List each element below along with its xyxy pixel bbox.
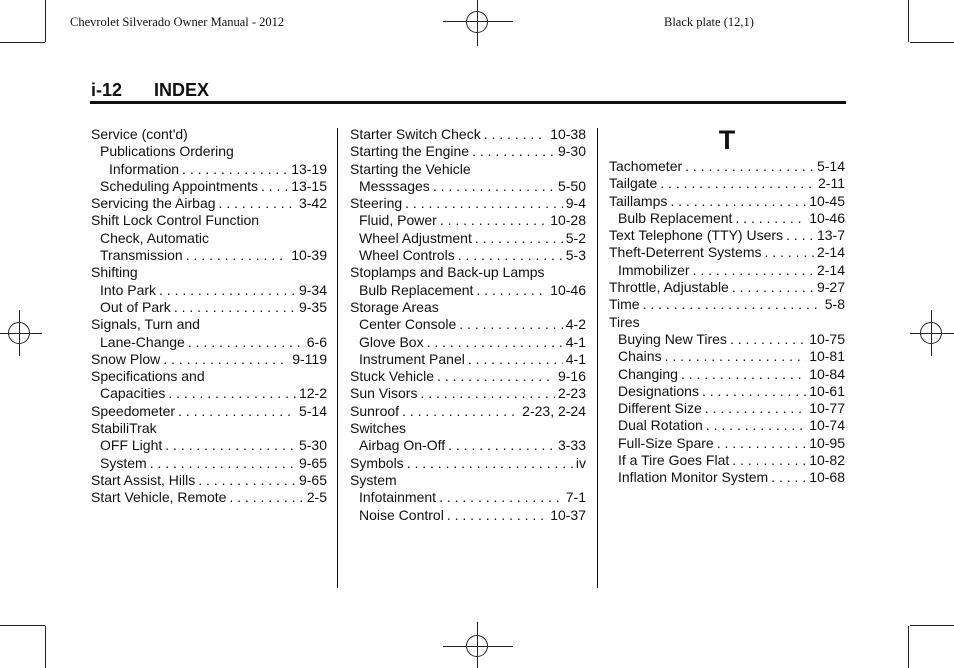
index-entry-page: 3-42 <box>298 195 327 212</box>
index-entry <box>609 193 845 210</box>
index-entry-text: Starter Switch Check <box>350 126 481 142</box>
index-entry <box>91 161 327 178</box>
index-entry <box>609 158 845 175</box>
dot-leader <box>433 178 555 195</box>
index-entry-text: Immobilizer <box>618 261 690 278</box>
index-entry-text: Full-Size Spare <box>618 434 714 451</box>
index-entry-page: 2-11 <box>818 175 845 192</box>
index-entry <box>91 316 327 333</box>
index-entry <box>350 507 586 524</box>
dot-leader <box>468 351 563 368</box>
index-entry-page: 10-46 <box>550 281 586 298</box>
index-entry-page: 10-61 <box>809 382 845 399</box>
index-entry <box>91 264 327 281</box>
index-entry-page: 2-5 <box>306 489 327 506</box>
index-entry <box>350 230 586 247</box>
index-entry-text: Fluid, Power <box>359 212 437 229</box>
index-entry-text: Tires <box>609 313 640 330</box>
index-entry-text: Service (cont'd) <box>91 126 188 142</box>
page-title: INDEX <box>154 80 210 100</box>
dot-leader <box>447 507 547 524</box>
index-entry-page: iv <box>575 454 586 471</box>
index-entry <box>350 247 586 264</box>
index-entry <box>350 437 586 454</box>
dot-leader <box>182 161 288 178</box>
dot-leader <box>168 385 296 402</box>
index-entry-page: 9-65 <box>298 471 327 488</box>
index-entry-text: Check, Automatic <box>100 229 209 246</box>
index-entry-text: Capacities <box>100 385 166 402</box>
dot-leader <box>178 403 296 420</box>
index-entry-page: 10-84 <box>809 365 845 382</box>
dot-leader <box>670 193 806 210</box>
index-entry-page: 13-19 <box>291 160 327 177</box>
index-entry <box>350 489 586 506</box>
index-column-2 <box>350 126 586 524</box>
index-entry-page: 9-16 <box>557 368 586 385</box>
index-entry <box>609 227 845 244</box>
dot-leader <box>229 489 303 506</box>
dot-leader <box>407 455 573 472</box>
dot-leader <box>735 210 806 227</box>
index-entry-text: Airbag On-Off <box>359 437 446 454</box>
index-entry-page: 10-95 <box>809 434 845 451</box>
index-entry <box>91 126 327 143</box>
index-entry-text: Taillamps <box>609 192 668 209</box>
index-entry-page: 9-119 <box>292 350 327 367</box>
index-entry-page: 10-77 <box>809 400 845 417</box>
index-entry-text: Buying New Tires <box>618 330 727 347</box>
index-entry-page: 5-14 <box>816 158 845 174</box>
index-entry <box>609 366 845 383</box>
dot-leader <box>771 469 806 486</box>
dot-leader <box>219 195 296 212</box>
dot-leader <box>188 334 304 351</box>
index-column-1 <box>91 126 327 507</box>
index-entry-text: Instrument Panel <box>359 350 465 367</box>
index-entry-page: 9-65 <box>298 454 327 471</box>
dot-leader <box>706 417 806 434</box>
index-entry-text: Glove Box <box>359 333 424 350</box>
index-entry-page: 5-30 <box>298 437 327 454</box>
dot-leader <box>198 472 296 489</box>
index-entry-text: Theft-Deterrent Systems <box>609 244 762 261</box>
index-entry-text: Changing <box>618 365 678 382</box>
index-entry-text: Dual Rotation <box>618 417 703 434</box>
index-entry <box>91 368 327 385</box>
index-entry-text: Wheel Adjustment <box>359 229 472 246</box>
index-entry-text: Starting the Engine <box>350 143 470 160</box>
dot-leader <box>405 195 563 212</box>
dot-leader <box>693 262 814 279</box>
index-entry-text: Start Vehicle, Remote <box>91 489 227 506</box>
index-entry-text: Stuck Vehicle <box>350 368 435 385</box>
index-entry <box>91 143 327 160</box>
index-entry-text: Sun Visors <box>350 385 418 402</box>
index-entry <box>350 385 586 402</box>
index-entry <box>609 417 845 434</box>
index-entry-text: Throttle, Adjustable <box>609 279 729 296</box>
index-entry-page: 7-1 <box>565 489 586 506</box>
index-entry <box>609 331 845 348</box>
index-entry <box>350 264 586 281</box>
index-entry-text: Wheel Controls <box>359 247 455 264</box>
index-entry <box>609 435 845 452</box>
index-entry-text: Switches <box>350 420 407 437</box>
dot-leader <box>174 299 296 316</box>
index-entry-page: 9-4 <box>565 195 586 212</box>
index-entry <box>91 282 327 299</box>
index-entry-page: 5-50 <box>557 177 586 194</box>
dot-leader <box>705 400 806 417</box>
column-divider <box>337 128 338 588</box>
index-entry <box>350 420 586 437</box>
index-entry <box>350 178 586 195</box>
index-entry-text: Sunroof <box>350 402 400 419</box>
index-entry <box>91 230 327 247</box>
index-entry-text: Stoplamps and Back-up Lamps <box>350 264 545 281</box>
index-entry-text: Noise Control <box>359 506 444 523</box>
index-entry <box>91 212 327 229</box>
dot-leader <box>165 437 296 454</box>
index-entry <box>91 489 327 506</box>
section-letter: T <box>718 125 736 155</box>
index-entry <box>350 368 586 385</box>
index-entry-text: Signals, Turn and <box>91 316 200 333</box>
index-entry-text: Center Console <box>359 316 457 333</box>
manual-title: Chevrolet Silverado Owner Manual - 2012 <box>70 15 285 29</box>
dot-leader <box>458 247 563 264</box>
index-entry <box>91 247 327 264</box>
column-divider <box>597 128 598 588</box>
dot-leader <box>732 452 806 469</box>
index-entry-page: 10-46 <box>809 209 845 226</box>
dot-leader <box>472 143 555 160</box>
dot-leader <box>685 158 814 175</box>
index-entry <box>91 403 327 420</box>
dot-leader <box>717 435 806 452</box>
index-entry-text: Specifications and <box>91 368 205 385</box>
index-entry <box>350 351 586 368</box>
dot-leader <box>665 348 807 365</box>
index-entry <box>609 210 845 227</box>
dot-leader <box>484 126 547 143</box>
index-entry-page: 10-75 <box>809 330 845 347</box>
page-number: i-12 <box>91 80 123 100</box>
index-entry-text: Snow Plow <box>91 350 161 367</box>
index-entry <box>609 262 845 279</box>
dot-leader <box>437 368 555 385</box>
index-entry-text: Inflation Monitor System <box>618 469 769 486</box>
dot-leader <box>420 385 555 402</box>
dot-leader <box>459 316 562 333</box>
index-entry-page: 2-23, 2-24 <box>522 402 586 419</box>
index-entry <box>609 314 845 331</box>
dot-leader <box>475 230 563 247</box>
index-entry-page: 4-2 <box>565 316 586 333</box>
index-entry-text: StabiliTrak <box>91 420 157 437</box>
index-entry <box>609 469 845 486</box>
index-entry <box>350 143 586 160</box>
dot-leader <box>427 334 563 351</box>
index-entry-text: Scheduling Appointments <box>100 177 258 194</box>
plate-label: Black plate (12,1) <box>664 15 754 29</box>
index-entry-text: OFF Light <box>100 437 163 454</box>
dot-leader <box>643 296 822 313</box>
index-entry <box>609 452 845 469</box>
index-entry-page: 9-30 <box>557 143 586 160</box>
index-entry <box>350 282 586 299</box>
index-entry <box>91 334 327 351</box>
index-entry-text: Shift Lock Control Function <box>91 212 260 229</box>
index-entry <box>609 175 845 192</box>
index-entry-text: Designations <box>618 382 699 399</box>
index-entry-page: 10-37 <box>550 506 586 523</box>
index-entry <box>350 403 586 420</box>
index-entry-text: Out of Park <box>100 298 171 315</box>
index-entry-page: 13-15 <box>291 177 327 194</box>
index-entry-page: 2-23 <box>557 385 586 402</box>
index-column-3 <box>609 126 845 487</box>
index-entry <box>91 472 327 489</box>
index-entry-text: System <box>350 471 397 488</box>
index-entry <box>350 161 586 178</box>
index-entry-page: 9-34 <box>298 281 327 298</box>
index-entry-page: 10-45 <box>809 192 845 209</box>
index-entry-text: If a Tire Goes Flat <box>618 452 730 469</box>
dot-leader <box>448 437 555 454</box>
dot-leader <box>786 227 814 244</box>
index-entry-page: 2-14 <box>816 244 845 261</box>
index-entry <box>350 299 586 316</box>
index-entry <box>91 351 327 368</box>
index-entry-page: 4-1 <box>565 333 586 350</box>
dot-leader <box>440 212 547 229</box>
dot-leader <box>402 403 519 420</box>
dot-leader <box>681 366 806 383</box>
index-entry <box>91 195 327 212</box>
index-entry-text: Symbols <box>350 454 404 471</box>
index-entry-text: System <box>100 454 147 471</box>
index-entry <box>91 420 327 437</box>
dot-leader <box>476 282 547 299</box>
index-entry-text: Different Size <box>618 400 702 417</box>
index-entry-text: Speedometer <box>91 402 176 419</box>
index-entry <box>609 383 845 400</box>
index-entry-text: Bulb Replacement <box>618 209 733 226</box>
dot-leader <box>186 247 288 264</box>
index-entry-text: Into Park <box>100 281 157 298</box>
index-entry-text: Bulb Replacement <box>359 281 474 298</box>
index-entry-page: 9-27 <box>816 279 845 296</box>
index-entry-page: 5-14 <box>298 402 327 419</box>
dot-leader <box>765 244 814 261</box>
index-entry-page: 10-82 <box>809 452 845 469</box>
index-entry <box>350 195 586 212</box>
index-entry-text: Messsages <box>359 177 430 194</box>
index-entry <box>350 126 586 143</box>
index-entry-page: 10-81 <box>809 348 845 365</box>
index-entry-text: Chains <box>618 348 662 365</box>
index-entry-text: Information <box>109 160 180 177</box>
dot-leader <box>159 282 296 299</box>
index-entry-page: 2-14 <box>816 261 845 278</box>
dot-leader <box>730 331 806 348</box>
index-entry <box>350 334 586 351</box>
index-entry <box>91 385 327 402</box>
dot-leader <box>261 178 288 195</box>
index-entry-page: 4-1 <box>565 350 586 367</box>
index-entry-text: Tailgate <box>609 175 658 192</box>
index-entry-text: Lane-Change <box>100 333 185 350</box>
dot-leader <box>732 279 814 296</box>
index-entry <box>609 244 845 261</box>
index-entry-text: Shifting <box>91 264 138 281</box>
index-entry-page: 5-3 <box>565 247 586 264</box>
index-entry <box>609 348 845 365</box>
index-entry <box>350 316 586 333</box>
index-entry-page: 12-2 <box>298 385 327 402</box>
index-entry-page: 3-33 <box>557 437 586 454</box>
index-entry-text: Transmission <box>100 247 183 264</box>
dot-leader <box>439 489 563 506</box>
index-entry-text: Steering <box>350 195 403 212</box>
dot-leader <box>150 455 296 472</box>
index-entry <box>609 279 845 296</box>
index-entry-text: Starting the Vehicle <box>350 160 471 177</box>
index-entry-text: Infotainment <box>359 489 437 506</box>
index-entry-text: Time <box>609 296 640 313</box>
index-entry <box>609 400 845 417</box>
index-entry <box>609 296 845 313</box>
index-entry-page: 10-28 <box>550 212 586 229</box>
index-entry-text: Text Telephone (TTY) Users <box>609 227 784 244</box>
index-entry <box>91 455 327 472</box>
dot-leader <box>163 351 289 368</box>
index-entry-text: Start Assist, Hills <box>91 471 196 488</box>
index-entry <box>91 437 327 454</box>
index-entry-page: 10-74 <box>809 417 845 434</box>
index-entry-page: 13-7 <box>816 227 845 244</box>
index-entry-text: Servicing the Airbag <box>91 195 216 212</box>
index-entry-page: 5-2 <box>565 229 586 246</box>
index-entry <box>350 455 586 472</box>
heading-rule <box>90 101 846 104</box>
index-entry-page: 10-68 <box>809 469 845 486</box>
index-entry-page: 10-38 <box>550 126 586 142</box>
index-entry <box>91 178 327 195</box>
index-entry <box>350 212 586 229</box>
index-entry-page: 6-6 <box>306 333 327 350</box>
index-entry <box>350 472 586 489</box>
dot-leader <box>702 383 806 400</box>
index-entry-text: Publications Ordering <box>100 143 234 160</box>
index-entry-text: Storage Areas <box>350 298 439 315</box>
index-entry-page: 5-8 <box>824 296 845 313</box>
index-entry-page: 10-39 <box>291 247 327 264</box>
index-entry-text: Tachometer <box>609 158 683 174</box>
dot-leader <box>660 175 815 192</box>
index-entry <box>91 299 327 316</box>
index-entry-page: 9-35 <box>298 298 327 315</box>
